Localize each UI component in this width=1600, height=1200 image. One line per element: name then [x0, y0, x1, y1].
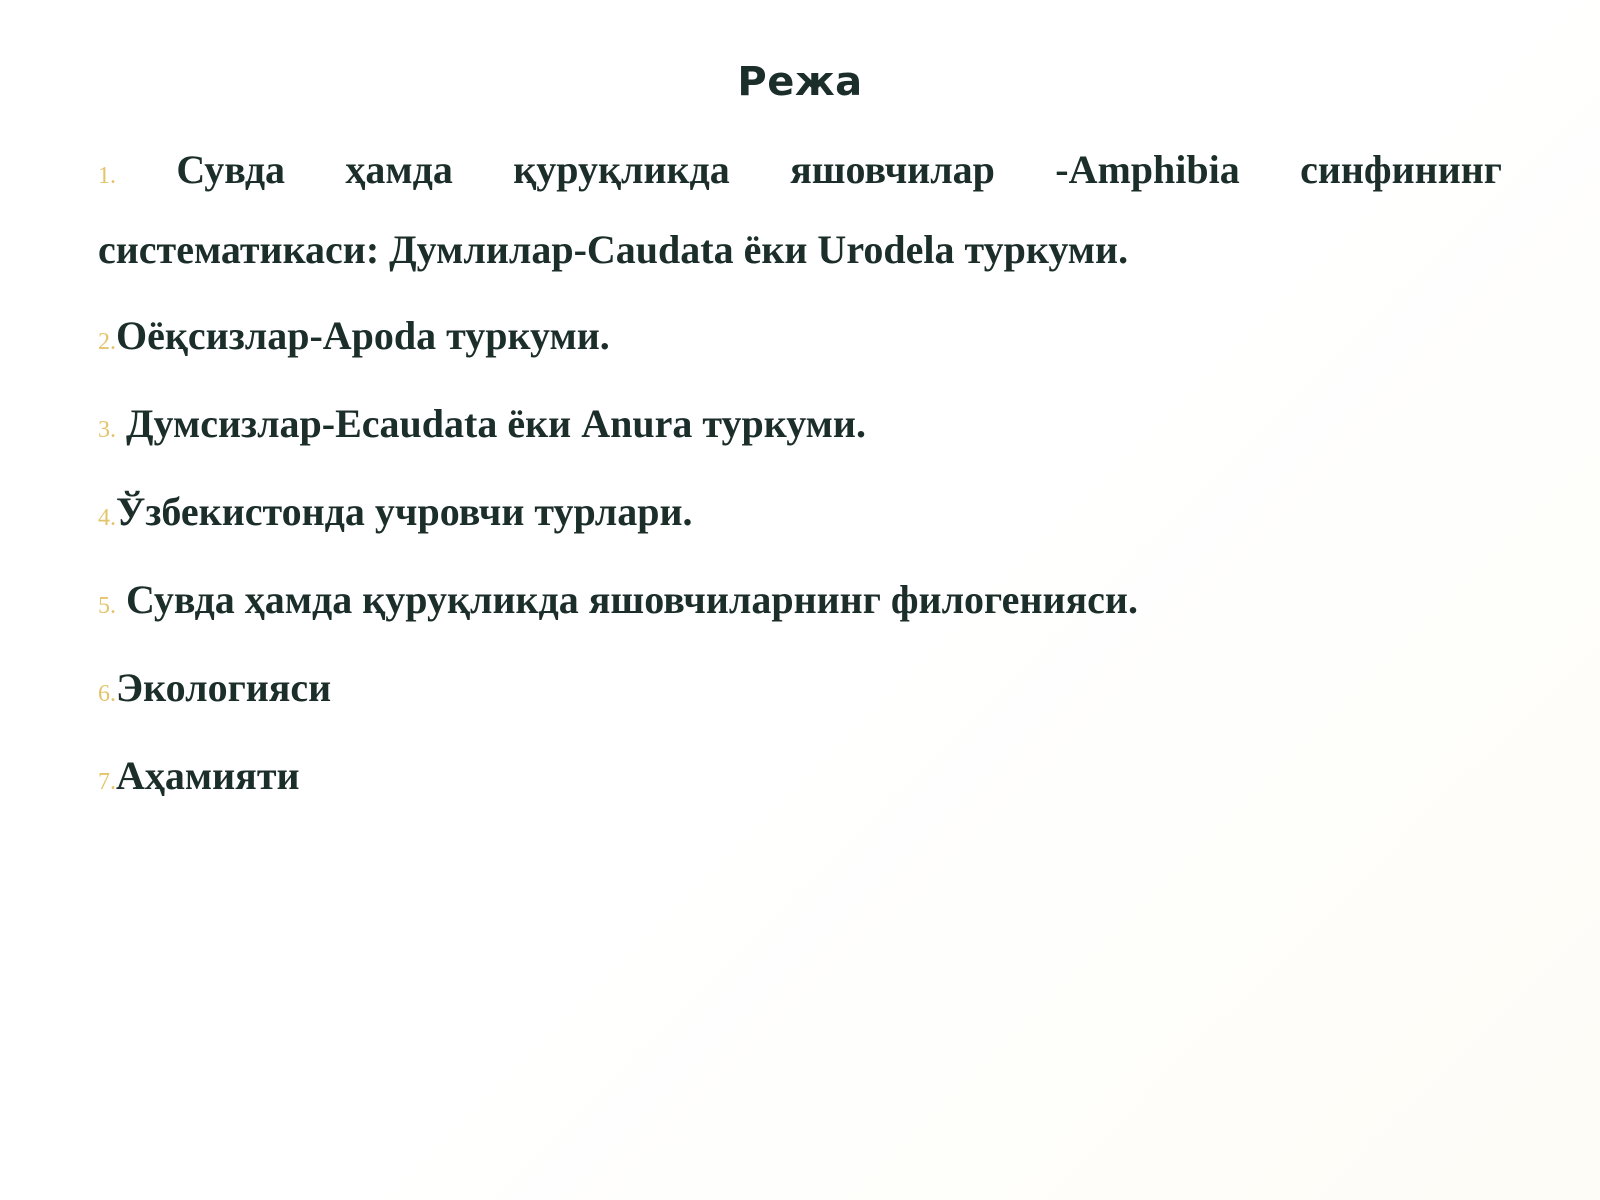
list-item-text: Аҳамияти — [116, 753, 300, 798]
list-item — [98, 736, 1502, 822]
list-word: қуруқликда — [513, 147, 730, 192]
list-word: синфининг — [1300, 147, 1502, 192]
list-number: 2. — [98, 329, 116, 355]
list-item-first-word-group — [98, 130, 116, 216]
list-item — [98, 384, 1502, 470]
list-word: -Amphibia — [1055, 147, 1240, 192]
list-item — [98, 130, 1502, 290]
list-item-text: Думсизлар-Ecaudata ёки Anura туркуми. — [116, 401, 866, 446]
list-word: ҳамда — [345, 147, 453, 192]
list-item — [98, 560, 1502, 646]
list-item-text: Оёқсизлар-Apoda туркуми. — [116, 313, 610, 358]
list-item — [98, 648, 1502, 734]
list-item — [98, 472, 1502, 558]
list-number: 4. — [98, 505, 116, 531]
list-number: 3. — [98, 417, 116, 443]
list-item-second-line: систематикаси: Думлилар-Caudata ёки Urodela туркуми. — [98, 227, 1129, 272]
list-item-text: Сувда ҳамда қуруқликда яшовчиларнинг филогенияси. — [116, 577, 1138, 622]
list-word: Сувда — [176, 147, 286, 192]
list-number: 1. — [98, 163, 116, 189]
page-title: Режа — [737, 59, 863, 105]
list-item — [98, 296, 1502, 382]
list-item-text: Экологияси — [116, 665, 332, 710]
list-number: 6. — [98, 681, 116, 707]
list-item-text: Ўзбекистонда учровчи турлари. — [116, 489, 693, 534]
list-number: 5. — [98, 593, 116, 619]
list-item-first-line — [98, 130, 1502, 210]
list-number: 7. — [98, 769, 116, 795]
list-word: яшовчилар — [790, 147, 995, 192]
